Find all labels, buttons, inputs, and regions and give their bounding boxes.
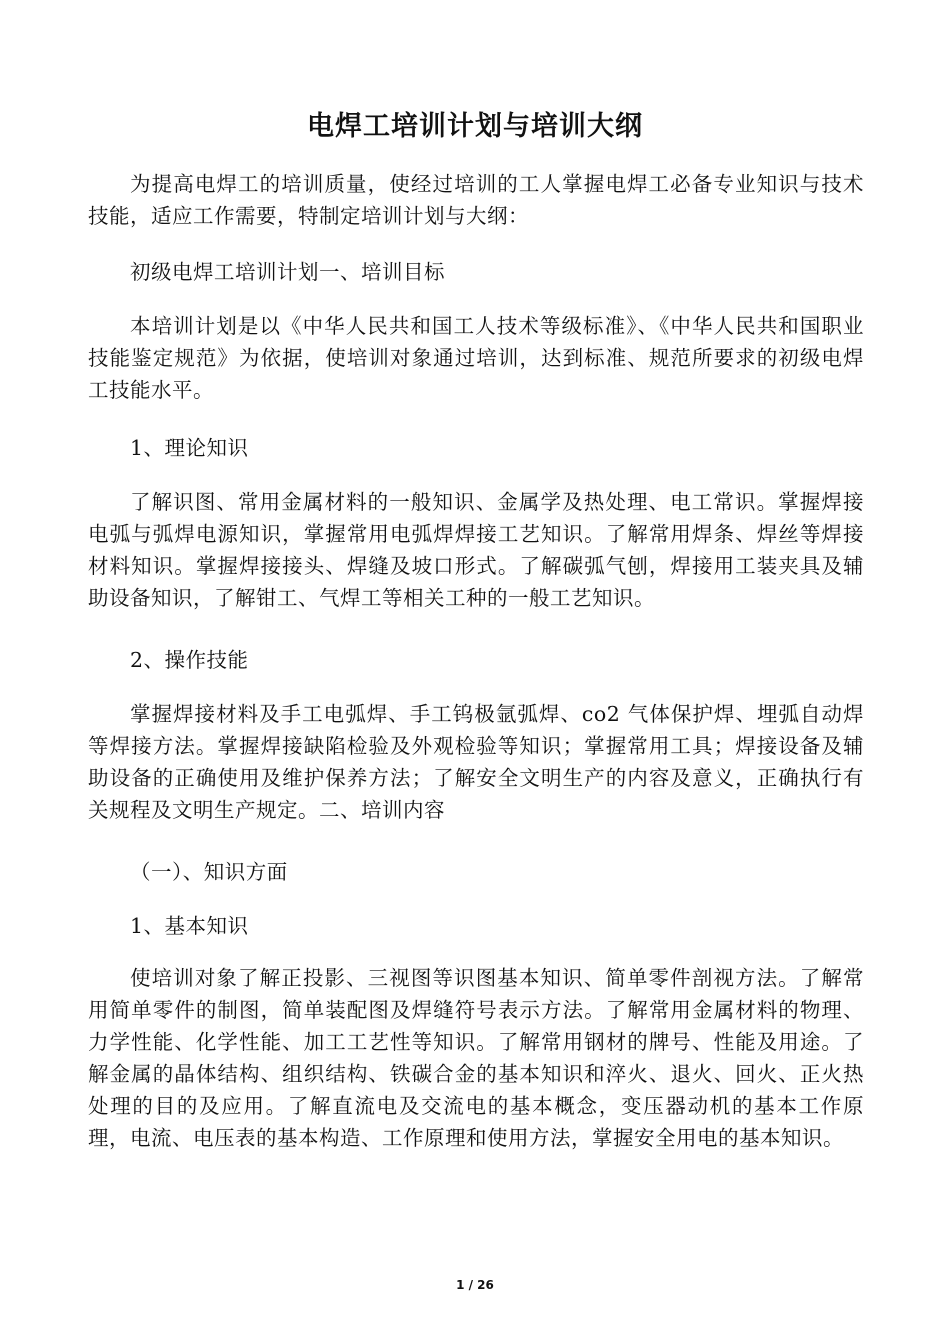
document-title: 电焊工培训计划与培训大纲	[307, 111, 643, 142]
basic-knowledge-paragraph: 使培训对象了解正投影、三视图等识图基本知识、简单零件剖视方法。了解常用简单零件的制图，简单装配图及焊缝符号表示方法。了解常用金属材料的物理、力学性能、化学性能、加工工艺性等知识。了解常用钢材的牌号、性能及用途。了解金属的晶体结构、组织结构、铁碳合金的基本知识和淬火、退火、回火、正火热处理的目的及应用。了解直流电及交流电的基本概念，变压器动机的基本工作原理，电流、电压表的基本构造、工作原理和使用方法，掌握安全用电的基本知识。	[88, 966, 864, 1150]
intro-paragraph: 为提高电焊工的培训质量，使经过培训的工人掌握电焊工必备专业知识与技术技能，适应工作需要，特制定培训计划与大纲：	[88, 172, 864, 228]
heading-knowledge-aspect: （一）、知识方面	[130, 860, 288, 884]
page-number: 1 / 26	[456, 1278, 494, 1292]
section-heading-training-goal: 初级电焊工培训计划一、培训目标	[130, 260, 445, 284]
heading-theory-knowledge: 1、理论知识	[130, 436, 249, 460]
goal-paragraph: 本培训计划是以《中华人民共和国工人技术等级标准》、《中华人民共和国职业技能鉴定规范》为依据，使培训对象通过培训，达到标准、规范所要求的初级电焊工技能水平。	[88, 314, 864, 402]
heading-operation-skills: 2、操作技能	[130, 648, 249, 672]
heading-basic-knowledge: 1、基本知识	[130, 914, 249, 938]
skills-paragraph: 掌握焊接材料及手工电弧焊、手工钨极氩弧焊、co2 气体保护焊、埋弧自动焊等焊接方法。掌握焊接缺陷检验及外观检验等知识；掌握常用工具；焊接设备及辅助设备的正确使用及维护保养方法；了解安全文明生产的内容及意义，正确执行有关规程及文明生产规定。二、培训内容	[88, 702, 864, 822]
theory-paragraph: 了解识图、常用金属材料的一般知识、金属学及热处理、电工常识。掌握焊接电弧与弧焊电源知识，掌握常用电弧焊焊接工艺知识。了解常用焊条、焊丝等焊接材料知识。掌握焊接接头、焊缝及坡口形式。了解碳弧气刨，焊接用工装夹具及辅助设备知识，了解钳工、气焊工等相关工种的一般工艺知识。	[88, 490, 864, 610]
